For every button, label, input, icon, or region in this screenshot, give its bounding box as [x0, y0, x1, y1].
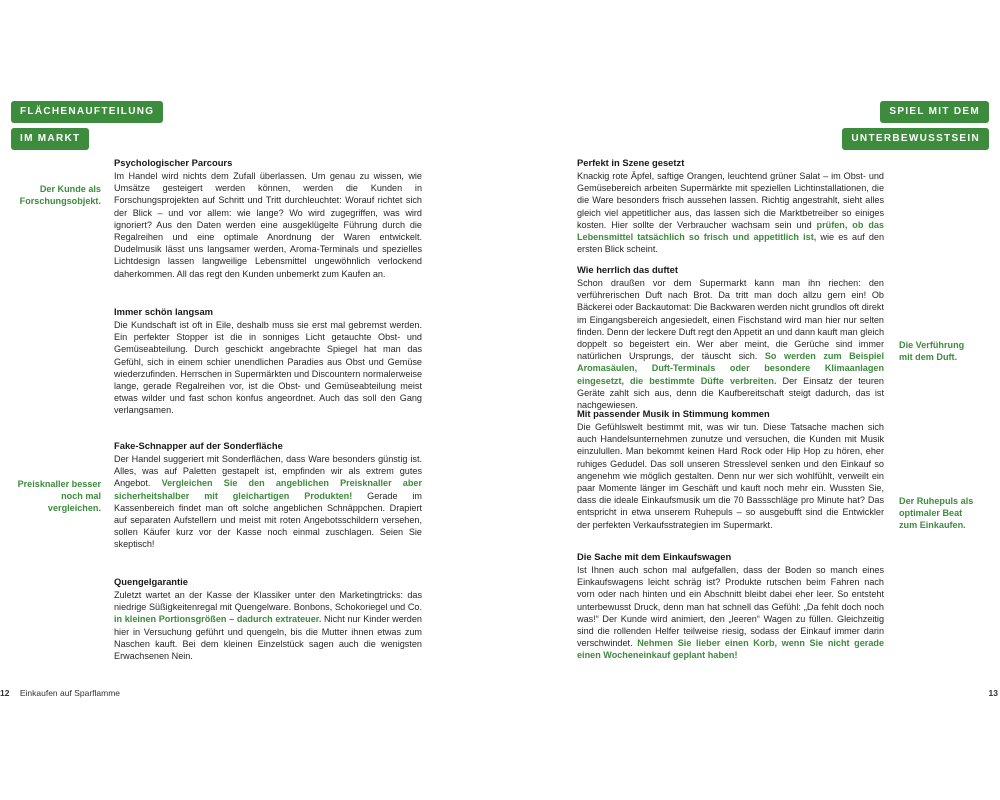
section-title: Mit passender Musik in Stimmung kommen [577, 408, 770, 419]
section-fake-schnapper [114, 440, 422, 551]
margin-note-verfuehrung: Die Verführung mit dem Duft. [899, 340, 965, 363]
footer-book-title: Einkaufen auf Sparflamme [19, 688, 121, 698]
section-title: Psychologischer Parcours [114, 157, 233, 168]
section-musik-stimmung [577, 408, 884, 531]
margin-note-forschung: Der Kunde als Forschungsobjekt. [19, 184, 101, 207]
section-title: Wie herrlich das duftet [577, 264, 678, 275]
section-text: Ist Ihnen auch schon mal aufgefallen, dass der Boden so manch eines Einkaufswagens leicht schräg ist? Produkte rutschen beim Fahren nach vorn oder nach hinten und ein Abschnitt bleibt dabei eher leer. So entsteht unterbewusst Druck, denn man hat schnell das Gefühl: „Da fehlt doch noch was!“ Der Kunde wird animiert, den „leeren“ Wagen zu füllen. Gleichzeitig sind die rollenden Helfer teilweise riesig, sodass der Einkauf immer darin verschwindet. Nehmen Sie lieber einen Korb, wenn Sie nicht gerade einen Wocheneinkauf geplant haben! [577, 565, 884, 661]
section-tag-im-markt: IM MARKT [11, 128, 89, 150]
section-psychologischer-parcours [114, 157, 422, 280]
section-perfekt-in-szene [577, 157, 884, 255]
highlight-text: in kleinen Portionsgrößen – dadurch extrateuer. [114, 614, 322, 625]
section-title: Fake-Schnapper auf der Sonderfläche [114, 440, 283, 451]
highlight-text: So werden zum Beispiel Aromasäulen, Duft-Terminals oder besondere Klimaanlagen eingesetzt, die bestimmte Düfte verbreiten. [577, 351, 884, 386]
section-text: Die Kundschaft ist oft in Eile, deshalb muss sie erst mal gebremst werden. Ein perfekter Stopper ist die in sonniges Licht getauchte Obst- und Gemüseabteilung. Durch geschickt angebrachte Spiegel hat man das Gefühl, sich in einem schier unendlichen Paradies aus Obst und Gemüse wiederzufinden. Herrschen in Supermärkten und Discountern normalerweise lange, gerade Regalreihen vor, ist die Obst- und Gemüseabteilung meist etwas wilder und fast schon konfus angeordnet. Auch das soll den Gang verlangsamen. [114, 320, 422, 416]
section-text: Zuletzt wartet an der Kasse der Klassiker unter den Marketingtricks: das niedrige Süßigkeitenregal mit Quengelware. Bonbons, Schokoriegel und Co. in kleinen Portionsgrößen – dadurch extrateuer. Nicht nur Kinder werden hier in Versuchung geführt und quengeln, bis die Mutter ihnen etwas zum Naschen kauft. Bei dem kleinen Einzelstück sagen auch die wenigsten Erwachsenen Nein. [114, 590, 422, 662]
section-text: Knackig rote Äpfel, saftige Orangen, leuchtend grüner Salat – im Obst- und Gemüsebereich arbeiten Supermärkte mit speziellen Lichtinstallationen, die die Ware besonders frisch aussehen lassen. Richtig angestrahlt, sieht alles gleich viel appetitlicher aus, das lassen sich die Marktbetreiber so einiges kosten. Hier sollte der Verbraucher wachsam sein und prüfen, ob das Lebensmittel tatsächlich so frisch und appetitlich ist, wie es auf den ersten Blick scheint. [577, 171, 884, 255]
highlight-text: Vergleichen Sie den angeblichen Preisknaller aber sicherheitshalber mit gleichartigen Produkten! [114, 478, 422, 501]
highlight-text: prüfen, ob das Lebensmittel tatsächlich so frisch und appetitlich ist, [577, 219, 884, 243]
margin-note-preisknaller: Preisknaller besser noch mal vergleichen. [17, 479, 101, 514]
section-einkaufswagen [577, 551, 884, 662]
section-text: Der Handel suggeriert mit Sonderflächen, dass Ware besonders günstig ist. Alles, was auf Paletten gestapelt ist, empfinden wir als extrem gutes Angebot. Vergleichen Sie den angeblichen Preisknaller aber sicherheitshalber mit gleichartigen Produkten! Gerade im Kassenbereich findet man oft solche angeblichen Schnäppchen. Drapiert auf separaten Aufstellern und meist mit roten Angebotsschildern versehen, sollen Käufer kurz vor der Kasse noch einmal zuschlagen. Seien Sie skeptisch! [114, 454, 423, 550]
footer-left [0, 688, 120, 698]
section-quengelgarantie [114, 576, 422, 662]
section-wie-herrlich-das-duftet [577, 264, 884, 411]
section-title: Immer schön langsam [114, 306, 213, 317]
section-title: Perfekt in Szene gesetzt [577, 157, 685, 168]
section-tag-spiel-mit-dem: SPIEL MIT DEM [880, 101, 989, 123]
section-title: Quengelgarantie [114, 576, 188, 587]
section-tag-flaechenaufteilung: FLÄCHENAUFTEILUNG [11, 101, 163, 123]
section-text: Die Gefühlswelt bestimmt mit, was wir tun. Diese Tatsache machen sich auch Handelsunternehmen zunutze und versuchen, die Kunden mit Musik einzulullen. Man bekommt keinen Hard Rock oder Hip Hop zu hören, eher ruhiges Gedudel. Das soll unseren Stresslevel senken und den Einkauf so angenehm wie möglich gestalten. Denn nur wer sich wohlfühlt, verweilt ein paar Momente länger im Geschäft und kauft noch mehr ein. Wussten Sie, dass die ideale Einkaufsmusik um die 70 Bassschläge pro Minute hat? Das entspricht in etwa unserem Ruhepuls – so ausgebufft sind die Entwickler der perfekten Verkaufsstrategien im Supermarkt. [577, 422, 884, 530]
highlight-text: Nehmen Sie lieber einen Korb, wenn Sie nicht gerade einen Wocheneinkauf geplant haben! [577, 638, 884, 661]
section-tag-unterbewusstsein: UNTERBEWUSSTSEIN [842, 128, 989, 150]
section-text: Im Handel wird nichts dem Zufall überlassen. Um genau zu wissen, wie Umsätze gesteigert werden können, werden die Kunden in Forschungsprojekten auf Schritt und Tritt durchleuchtet: Worauf richtet sich der Blick – und vor allem: wie lange? Wo wird zugegriffen, was wird ignoriert? Aus den Daten werden eine ausgeklügelte Führung durch die Regalreihen und eine optimale Anordnung der Waren entwickelt. Dudelmusik lässt uns langsamer werden, Aroma-Terminals und spezielles Lichtdesign lassen langweilige Lebensmittel ungewöhnlich verlockend daherkommen. All das regt den Kunden unbemerkt zum Kaufen an. [114, 171, 422, 279]
section-title: Die Sache mit dem Einkaufswagen [577, 551, 732, 562]
section-immer-schoen-langsam [114, 306, 422, 417]
margin-note-ruhepuls: Der Ruhepuls als optimaler Beat zum Einkaufen. [899, 496, 974, 531]
page-number-right: 13 [988, 688, 998, 698]
page-number-left: 12 [0, 688, 10, 698]
section-text: Schon draußen vor dem Supermarkt kann man ihn riechen: den verführerischen Duft nach Brot. Da tritt man doch allzu gern ein! Ob Bäckerei oder Backautomat: Die Backwaren werden nicht grundlos oft direkt im Eingangsbereich angesiedelt, einen Fischstand wird man hier nur selten finden. Denn der leckere Duft regt den Appetit an und dann kauft man gleich doppelt so begeistert ein. Wer aber meint, die Gerüche sind immer natürlichen Ursprungs, der täuscht sich. So werden zum Beispiel Aromasäulen, Duft-Terminals oder besondere Klimaanlagen eingesetzt, die bestimmte Düfte verbreiten. Der Einsatz der teuren Geräte zahlt sich aus, denn die Kaufbereitschaft steigt dadurch, das ist nachgewiesen. [577, 278, 884, 411]
